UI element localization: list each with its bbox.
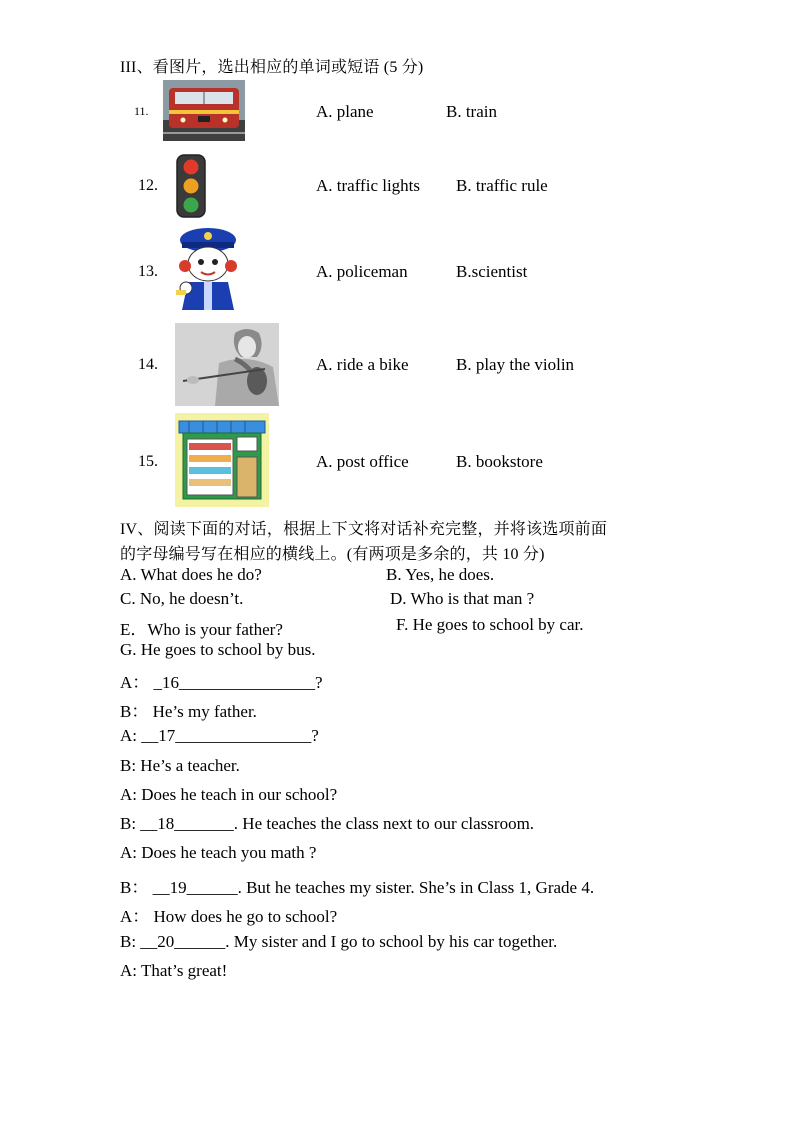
section-3-heading: III、看图片，选出相应的单词或短语 (5 分) bbox=[120, 59, 424, 76]
option-14-b[interactable]: B. play the violin bbox=[456, 355, 575, 374]
answer-option-b: B. Yes, he does. bbox=[386, 565, 495, 584]
question-number-13: 13. bbox=[138, 263, 158, 280]
dialogue-line-1: A： _16________________? bbox=[120, 673, 323, 692]
dialogue-line-9: A： How does he go to school? bbox=[120, 907, 338, 926]
answer-option-d: D. Who is that man ? bbox=[390, 589, 535, 608]
dialogue-line-7: A: Does he teach you math ? bbox=[120, 843, 317, 862]
bookstore-icon bbox=[175, 413, 269, 507]
answer-option-a: A. What does he do? bbox=[120, 565, 262, 584]
dialogue-line-6: B: __18_______. He teaches the class next to our classroom. bbox=[120, 814, 535, 833]
answer-option-f: F. He goes to school by car. bbox=[396, 615, 584, 634]
violin-player-icon bbox=[175, 323, 279, 406]
option-11-a[interactable]: A. plane bbox=[316, 102, 374, 121]
dialogue-line-3: A: __17________________? bbox=[120, 726, 319, 745]
dialogue-line-10: B: __20______. My sister and I go to school by his car together. bbox=[120, 932, 558, 951]
section-4-heading-line-1: IV、阅读下面的对话，根据上下文将对话补充完整，并将该选项前面 bbox=[120, 521, 608, 538]
answer-option-e: E．Who is your father? bbox=[120, 620, 283, 639]
question-number-12: 12. bbox=[138, 177, 158, 194]
dialogue-line-2: B： He’s my father. bbox=[120, 702, 257, 721]
option-11-b[interactable]: B. train bbox=[446, 102, 497, 121]
train-photo bbox=[163, 80, 245, 141]
option-15-a[interactable]: A. post office bbox=[316, 452, 409, 471]
option-14-a[interactable]: A. ride a bike bbox=[316, 355, 409, 374]
section-4-heading-line-2: 的字母编号写在相应的横线上。(有两项是多余的，共 10 分) bbox=[120, 546, 545, 563]
dialogue-line-5: A: Does he teach in our school? bbox=[120, 785, 338, 804]
answer-option-g: G. He goes to school by bus. bbox=[120, 640, 316, 659]
option-13-a[interactable]: A. policeman bbox=[316, 262, 408, 281]
traffic-light-icon bbox=[176, 154, 206, 218]
dialogue-line-11: A: That’s great! bbox=[120, 961, 228, 980]
dialogue-line-8: B： __19______. But he teaches my sister. She’s in Class 1, Grade 4. bbox=[120, 878, 595, 897]
question-number-11: 11. bbox=[134, 104, 149, 118]
policeman-icon bbox=[174, 226, 246, 312]
option-12-b[interactable]: B. traffic rule bbox=[456, 176, 548, 195]
question-number-14: 14. bbox=[138, 356, 158, 373]
option-12-a[interactable]: A. traffic lights bbox=[316, 176, 421, 195]
answer-option-c: C. No, he doesn’t. bbox=[120, 589, 244, 608]
dialogue-line-4: B: He’s a teacher. bbox=[120, 756, 240, 775]
option-13-b[interactable]: B.scientist bbox=[456, 262, 528, 281]
question-number-15: 15. bbox=[138, 453, 158, 470]
option-15-b[interactable]: B. bookstore bbox=[456, 452, 543, 471]
